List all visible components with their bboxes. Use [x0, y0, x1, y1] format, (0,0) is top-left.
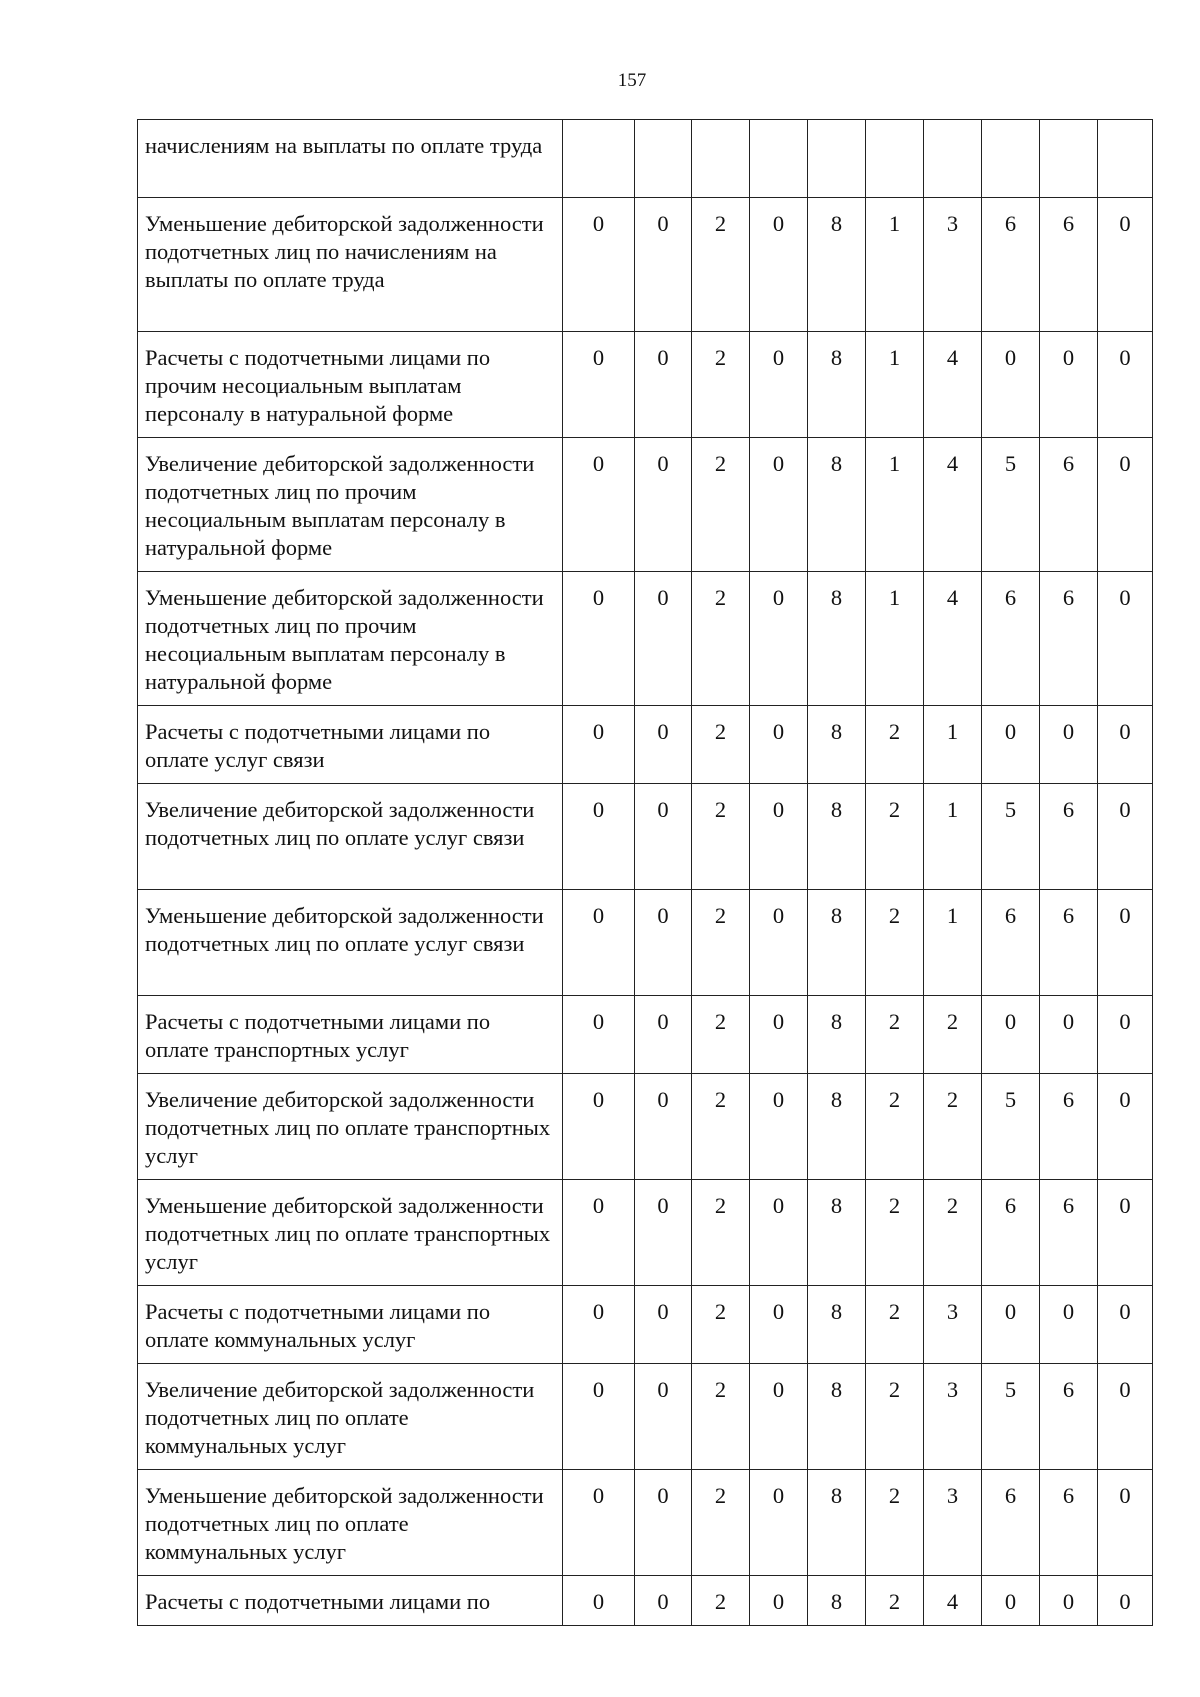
code-digit-cell: 2: [692, 438, 750, 572]
code-digit-cell: 2: [692, 996, 750, 1074]
code-digit-cell: [808, 120, 866, 198]
code-digit-cell: 2: [866, 1286, 924, 1364]
code-digit-cell: 3: [924, 198, 982, 332]
code-digit-cell: 0: [635, 1074, 692, 1180]
code-digit-cell: 6: [1040, 572, 1098, 706]
code-digit-cell: 0: [1040, 1286, 1098, 1364]
code-digit-cell: 0: [635, 784, 692, 890]
table-row: [138, 1180, 1153, 1286]
table-body: [138, 120, 1153, 1626]
code-digit-cell: 0: [563, 1074, 635, 1180]
table-row: [138, 198, 1153, 332]
table-row: [138, 572, 1153, 706]
code-digit-cell: 8: [808, 1364, 866, 1470]
code-digit-cell: 2: [924, 1074, 982, 1180]
account-description: Расчеты с подотчетными лицами по прочим несоциальным выплатам персоналу в натуральной форме: [138, 332, 563, 438]
code-digit-cell: 0: [635, 1180, 692, 1286]
code-digit-cell: 0: [635, 198, 692, 332]
code-digit-cell: 8: [808, 1286, 866, 1364]
code-digit-cell: 2: [692, 890, 750, 996]
code-digit-cell: 1: [866, 572, 924, 706]
code-digit-cell: 0: [750, 572, 808, 706]
code-digit-cell: 5: [982, 784, 1040, 890]
code-digit-cell: 6: [1040, 1074, 1098, 1180]
code-digit-cell: [750, 120, 808, 198]
account-description: Увеличение дебиторской задолженности подотчетных лиц по оплате коммунальных услуг: [138, 1364, 563, 1470]
code-digit-cell: [924, 120, 982, 198]
table-row: [138, 332, 1153, 438]
account-description: Расчеты с подотчетными лицами по: [138, 1576, 563, 1626]
code-digit-cell: 2: [692, 1074, 750, 1180]
account-description: Уменьшение дебиторской задолженности подотчетных лиц по оплате коммунальных услуг: [138, 1470, 563, 1576]
code-digit-cell: 2: [924, 1180, 982, 1286]
code-digit-cell: 2: [692, 1470, 750, 1576]
code-digit-cell: 1: [924, 890, 982, 996]
code-digit-cell: 5: [982, 1074, 1040, 1180]
code-digit-cell: 0: [563, 890, 635, 996]
code-digit-cell: 0: [1098, 996, 1153, 1074]
table-row: [138, 438, 1153, 572]
code-digit-cell: 0: [563, 1180, 635, 1286]
code-digit-cell: 0: [1098, 784, 1153, 890]
table-row: [138, 1074, 1153, 1180]
code-digit-cell: 0: [750, 332, 808, 438]
code-digit-cell: 0: [635, 572, 692, 706]
account-description: Увеличение дебиторской задолженности подотчетных лиц по оплате транспортных услуг: [138, 1074, 563, 1180]
code-digit-cell: 0: [982, 996, 1040, 1074]
code-digit-cell: 8: [808, 784, 866, 890]
code-digit-cell: 4: [924, 572, 982, 706]
code-digit-cell: [563, 120, 635, 198]
code-digit-cell: 4: [924, 438, 982, 572]
code-digit-cell: 0: [563, 784, 635, 890]
code-digit-cell: 0: [1040, 996, 1098, 1074]
code-digit-cell: 1: [866, 198, 924, 332]
code-digit-cell: 4: [924, 332, 982, 438]
code-digit-cell: 3: [924, 1470, 982, 1576]
code-digit-cell: 2: [692, 332, 750, 438]
code-digit-cell: 0: [1098, 1470, 1153, 1576]
code-digit-cell: 0: [750, 890, 808, 996]
code-digit-cell: 6: [1040, 890, 1098, 996]
code-digit-cell: 0: [750, 706, 808, 784]
code-digit-cell: 6: [1040, 784, 1098, 890]
code-digit-cell: 0: [1098, 438, 1153, 572]
account-codes-table: [137, 119, 1153, 1626]
code-digit-cell: 2: [866, 1180, 924, 1286]
code-digit-cell: 0: [750, 784, 808, 890]
code-digit-cell: [692, 120, 750, 198]
table-row: [138, 1470, 1153, 1576]
code-digit-cell: 0: [1040, 332, 1098, 438]
code-digit-cell: 0: [563, 198, 635, 332]
code-digit-cell: 0: [1098, 1286, 1153, 1364]
code-digit-cell: 2: [692, 784, 750, 890]
code-digit-cell: 0: [750, 996, 808, 1074]
code-digit-cell: 0: [563, 1470, 635, 1576]
code-digit-cell: 0: [1098, 198, 1153, 332]
code-digit-cell: 2: [692, 198, 750, 332]
code-digit-cell: 8: [808, 198, 866, 332]
code-digit-cell: 8: [808, 1074, 866, 1180]
code-digit-cell: 0: [635, 332, 692, 438]
code-digit-cell: 2: [692, 1180, 750, 1286]
code-digit-cell: 2: [866, 890, 924, 996]
code-digit-cell: 0: [563, 706, 635, 784]
code-digit-cell: 0: [982, 706, 1040, 784]
code-digit-cell: 1: [866, 332, 924, 438]
code-digit-cell: 6: [1040, 1364, 1098, 1470]
table-row: [138, 1286, 1153, 1364]
account-description: Уменьшение дебиторской задолженности подотчетных лиц по начислениям на выплаты по оплате труда: [138, 198, 563, 332]
code-digit-cell: 0: [750, 1074, 808, 1180]
code-digit-cell: 0: [982, 332, 1040, 438]
code-digit-cell: 0: [1098, 1074, 1153, 1180]
code-digit-cell: 6: [1040, 1470, 1098, 1576]
code-digit-cell: 0: [635, 1364, 692, 1470]
code-digit-cell: 1: [924, 784, 982, 890]
code-digit-cell: 0: [750, 1364, 808, 1470]
table-row: [138, 784, 1153, 890]
code-digit-cell: 0: [635, 1286, 692, 1364]
code-digit-cell: 0: [563, 332, 635, 438]
code-digit-cell: 6: [982, 198, 1040, 332]
code-digit-cell: 0: [563, 1576, 635, 1626]
code-digit-cell: 0: [1098, 1364, 1153, 1470]
code-digit-cell: 0: [563, 1364, 635, 1470]
code-digit-cell: 2: [692, 1286, 750, 1364]
code-digit-cell: 2: [692, 1364, 750, 1470]
account-description: Уменьшение дебиторской задолженности подотчетных лиц по прочим несоциальным выплатам персоналу в натуральной форме: [138, 572, 563, 706]
code-digit-cell: 6: [982, 1180, 1040, 1286]
code-digit-cell: 0: [750, 1470, 808, 1576]
code-digit-cell: 0: [750, 1180, 808, 1286]
code-digit-cell: 0: [635, 438, 692, 572]
code-digit-cell: 6: [1040, 438, 1098, 572]
code-digit-cell: 0: [563, 1286, 635, 1364]
table-row: [138, 996, 1153, 1074]
code-digit-cell: 0: [563, 572, 635, 706]
code-digit-cell: 0: [1098, 1180, 1153, 1286]
code-digit-cell: [1040, 120, 1098, 198]
account-description: Уменьшение дебиторской задолженности подотчетных лиц по оплате услуг связи: [138, 890, 563, 996]
code-digit-cell: 8: [808, 332, 866, 438]
code-digit-cell: 0: [563, 996, 635, 1074]
code-digit-cell: 2: [866, 1576, 924, 1626]
code-digit-cell: 0: [635, 706, 692, 784]
code-digit-cell: 0: [1098, 332, 1153, 438]
code-digit-cell: 8: [808, 706, 866, 784]
code-digit-cell: 8: [808, 1470, 866, 1576]
code-digit-cell: [866, 120, 924, 198]
account-description: Увеличение дебиторской задолженности подотчетных лиц по прочим несоциальным выплатам персоналу в натуральной форме: [138, 438, 563, 572]
code-digit-cell: 2: [692, 1576, 750, 1626]
code-digit-cell: 0: [982, 1286, 1040, 1364]
code-digit-cell: 0: [1098, 1576, 1153, 1626]
code-digit-cell: 3: [924, 1286, 982, 1364]
account-description: Расчеты с подотчетными лицами по оплате услуг связи: [138, 706, 563, 784]
code-digit-cell: 0: [1040, 1576, 1098, 1626]
code-digit-cell: 2: [866, 706, 924, 784]
code-digit-cell: 8: [808, 572, 866, 706]
code-digit-cell: 2: [866, 1470, 924, 1576]
table-row: [138, 890, 1153, 996]
code-digit-cell: 1: [924, 706, 982, 784]
table-row: [138, 706, 1153, 784]
code-digit-cell: 0: [635, 1470, 692, 1576]
table-row: [138, 120, 1153, 198]
code-digit-cell: [982, 120, 1040, 198]
code-digit-cell: 6: [982, 572, 1040, 706]
code-digit-cell: [1098, 120, 1153, 198]
code-digit-cell: 1: [866, 438, 924, 572]
code-digit-cell: 6: [1040, 1180, 1098, 1286]
code-digit-cell: 0: [635, 1576, 692, 1626]
code-digit-cell: 2: [866, 1364, 924, 1470]
code-digit-cell: 0: [1040, 706, 1098, 784]
code-digit-cell: 4: [924, 1576, 982, 1626]
code-digit-cell: 0: [750, 198, 808, 332]
account-description: Расчеты с подотчетными лицами по оплате транспортных услуг: [138, 996, 563, 1074]
code-digit-cell: 0: [1098, 572, 1153, 706]
code-digit-cell: 8: [808, 996, 866, 1074]
code-digit-cell: 0: [635, 890, 692, 996]
code-digit-cell: 0: [635, 996, 692, 1074]
table-row: [138, 1576, 1153, 1626]
code-digit-cell: 2: [692, 706, 750, 784]
code-digit-cell: 2: [866, 1074, 924, 1180]
code-digit-cell: 6: [1040, 198, 1098, 332]
table-row: [138, 1364, 1153, 1470]
account-description: Расчеты с подотчетными лицами по оплате коммунальных услуг: [138, 1286, 563, 1364]
code-digit-cell: [635, 120, 692, 198]
code-digit-cell: 5: [982, 1364, 1040, 1470]
code-digit-cell: 0: [1098, 706, 1153, 784]
code-digit-cell: 0: [982, 1576, 1040, 1626]
code-digit-cell: 6: [982, 1470, 1040, 1576]
code-digit-cell: 3: [924, 1364, 982, 1470]
code-digit-cell: 2: [866, 996, 924, 1074]
account-description: Увеличение дебиторской задолженности подотчетных лиц по оплате услуг связи: [138, 784, 563, 890]
account-description: начислениям на выплаты по оплате труда: [138, 120, 563, 198]
code-digit-cell: 0: [750, 438, 808, 572]
page-number: 157: [617, 70, 647, 91]
code-digit-cell: 2: [924, 996, 982, 1074]
code-digit-cell: 8: [808, 438, 866, 572]
code-digit-cell: 8: [808, 1576, 866, 1626]
code-digit-cell: 0: [1098, 890, 1153, 996]
code-digit-cell: 6: [982, 890, 1040, 996]
code-digit-cell: 0: [563, 438, 635, 572]
account-description: Уменьшение дебиторской задолженности подотчетных лиц по оплате транспортных услуг: [138, 1180, 563, 1286]
code-digit-cell: 2: [692, 572, 750, 706]
code-digit-cell: 5: [982, 438, 1040, 572]
code-digit-cell: 8: [808, 1180, 866, 1286]
code-digit-cell: 2: [866, 784, 924, 890]
code-digit-cell: 0: [750, 1576, 808, 1626]
code-digit-cell: 8: [808, 890, 866, 996]
code-digit-cell: 0: [750, 1286, 808, 1364]
